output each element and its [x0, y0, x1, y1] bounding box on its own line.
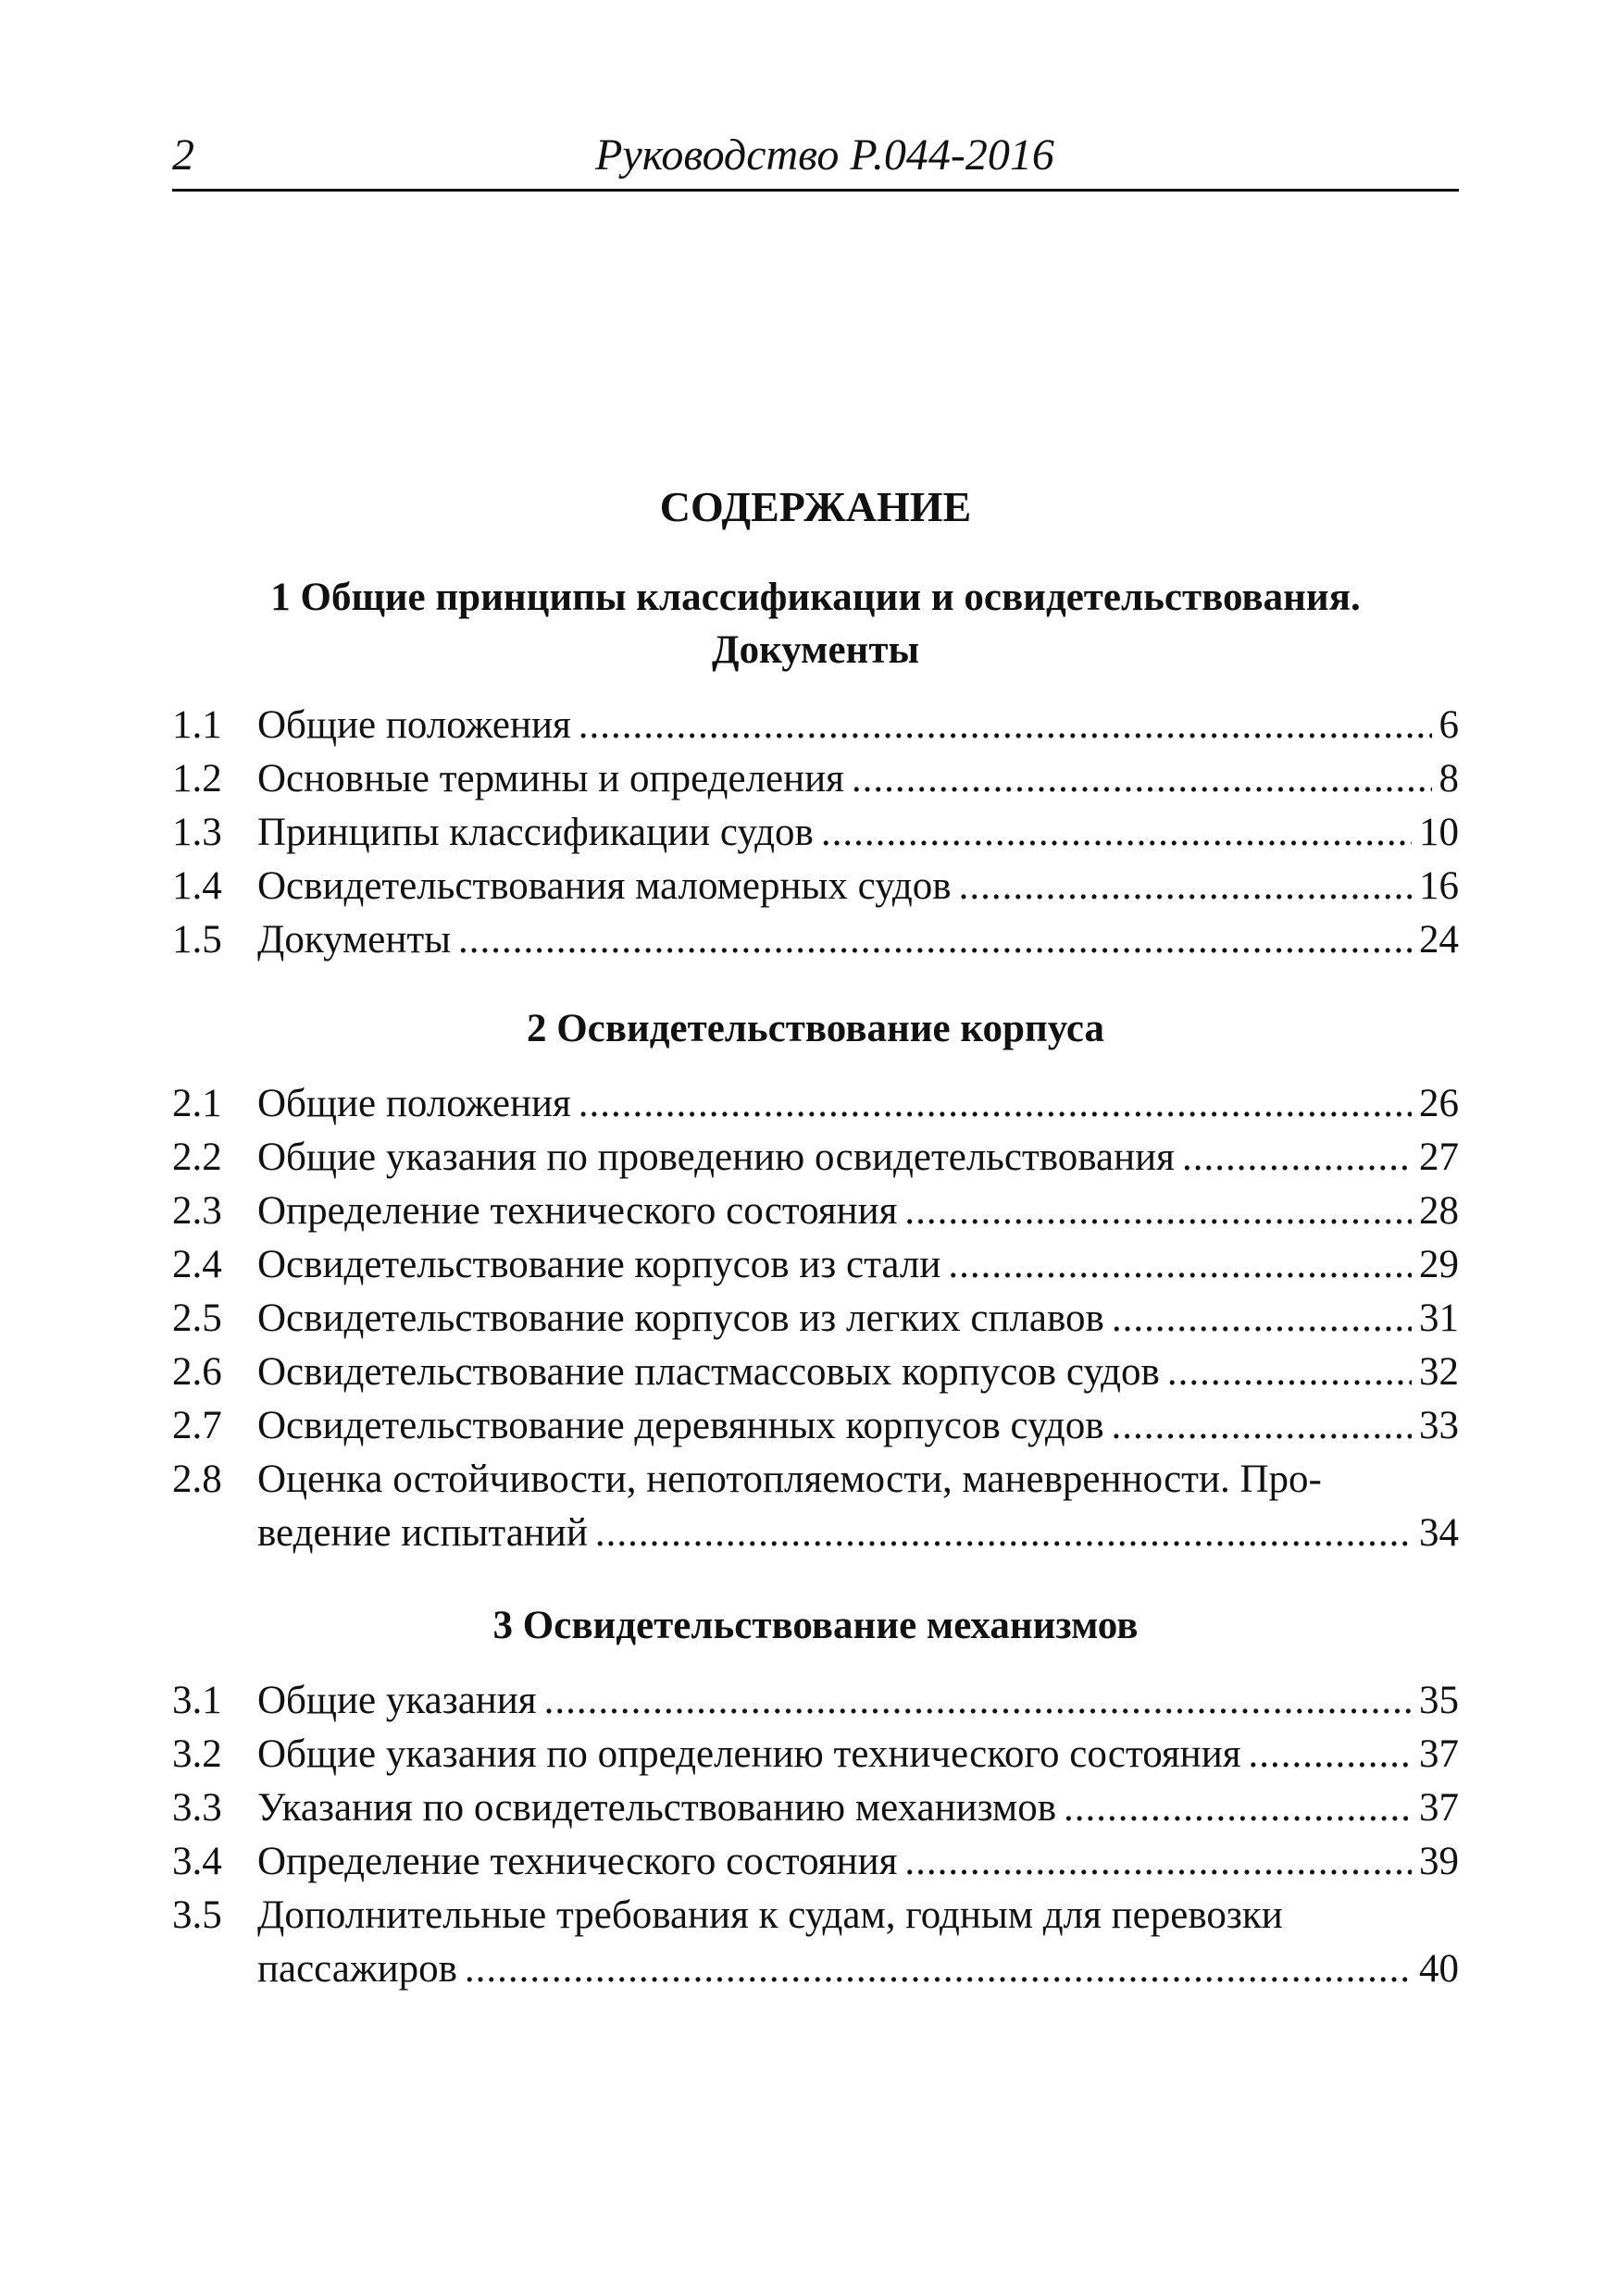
entry-page: 32	[1419, 1350, 1459, 1395]
entry-number: 2.5	[172, 1297, 222, 1341]
dot-leader	[465, 1942, 1412, 1996]
toc-entry-3-4[interactable]	[172, 1835, 1459, 1889]
dot-leader	[579, 699, 1432, 752]
dot-leader	[1249, 1728, 1413, 1781]
entry-text: Основные термины и определения	[257, 757, 844, 801]
dot-leader	[821, 806, 1412, 860]
dot-leader	[959, 860, 1412, 913]
toc-list	[172, 1077, 1459, 1560]
entry-text: Оценка остойчивости, непотопляемости, маневренности. Про-	[257, 1458, 1322, 1502]
entry-number: 2.1	[172, 1082, 222, 1126]
dot-leader	[458, 913, 1412, 967]
toc-entry-1-3[interactable]	[172, 806, 1459, 860]
entry-number: 3.5	[172, 1893, 222, 1938]
toc-title: СОДЕРЖАНИЕ	[659, 483, 972, 530]
entry-number: 1.5	[172, 918, 222, 962]
dot-leader	[1167, 1346, 1412, 1399]
toc-entry-1-1[interactable]	[172, 699, 1459, 752]
entry-number: 2.4	[172, 1243, 222, 1287]
entry-text: Общие указания по определению технического состояния	[257, 1732, 1241, 1777]
entry-page: 24	[1419, 918, 1459, 962]
section-title: 3 Освидетельствование механизмов	[492, 1604, 1139, 1648]
toc-entry-2-8[interactable]	[172, 1453, 1459, 1560]
entry-page: 39	[1419, 1840, 1459, 1884]
dot-leader	[1112, 1399, 1412, 1453]
entry-text: Освидетельствование корпусов из легких сплавов	[257, 1297, 1104, 1341]
toc-list	[172, 1674, 1459, 1996]
toc-list	[172, 699, 1459, 967]
entry-number: 2.6	[172, 1350, 222, 1395]
dot-leader	[595, 1507, 1412, 1560]
toc-entry-1-2[interactable]	[172, 752, 1459, 806]
entry-number: 3.2	[172, 1732, 222, 1777]
entry-page: 27	[1419, 1136, 1459, 1180]
dot-leader	[1064, 1781, 1412, 1835]
entry-page: 16	[1419, 864, 1459, 909]
toc-entry-3-5[interactable]	[172, 1889, 1459, 1996]
entry-page: 37	[1419, 1786, 1459, 1831]
toc-entry-1-5[interactable]	[172, 913, 1459, 967]
dot-leader	[904, 1185, 1412, 1238]
entry-page: 28	[1419, 1189, 1459, 1234]
entry-page: 33	[1419, 1404, 1459, 1448]
entry-text: Общие положения	[257, 1082, 571, 1126]
dot-leader	[852, 752, 1432, 806]
entry-text: Общие указания по проведению освидетельствования	[257, 1136, 1175, 1180]
entry-text: Освидетельствования маломерных судов	[257, 864, 952, 909]
entry-number: 2.3	[172, 1189, 222, 1234]
dot-leader	[544, 1674, 1412, 1728]
toc-entry-1-4[interactable]	[172, 860, 1459, 913]
entry-number: 1.3	[172, 811, 222, 855]
entry-number: 2.8	[172, 1458, 222, 1502]
toc-entry-3-1[interactable]	[172, 1674, 1459, 1728]
entry-number: 2.7	[172, 1404, 222, 1448]
page-number: 2	[172, 130, 194, 180]
section-title-line: 1 Общие принципы классификации и освидетельствования.	[270, 576, 1361, 620]
entry-number: 1.4	[172, 864, 222, 909]
entry-text-continued: пассажиров	[257, 1947, 457, 1992]
entry-text: Определение технического состояния	[257, 1189, 898, 1234]
entry-page: 31	[1419, 1297, 1459, 1341]
toc-entry-3-3[interactable]	[172, 1781, 1459, 1835]
toc-entry-2-1[interactable]	[172, 1077, 1459, 1131]
entry-page: 8	[1438, 757, 1459, 801]
toc-section-1	[172, 571, 1459, 967]
entry-number: 3.1	[172, 1679, 222, 1723]
entry-text: Принципы классификации судов	[257, 811, 814, 855]
entry-text-continued: ведение испытаний	[257, 1511, 588, 1556]
toc-entry-2-4[interactable]	[172, 1238, 1459, 1292]
section-title	[172, 571, 1459, 676]
toc-section-3	[172, 1599, 1459, 1996]
entry-number: 2.2	[172, 1136, 222, 1180]
toc-entry-2-3[interactable]	[172, 1185, 1459, 1238]
entry-page: 37	[1419, 1732, 1459, 1777]
entry-page: 40	[1419, 1947, 1459, 1992]
running-header	[172, 130, 1459, 192]
entry-number: 1.2	[172, 757, 222, 801]
entry-page: 35	[1419, 1679, 1459, 1723]
entry-page: 10	[1419, 811, 1459, 855]
entry-text: Определение технического состояния	[257, 1840, 898, 1884]
entry-page: 34	[1419, 1511, 1459, 1556]
entry-text: Общие положения	[257, 703, 571, 748]
toc-entry-3-2[interactable]	[172, 1728, 1459, 1781]
entry-text: Освидетельствование пластмассовых корпусов судов	[257, 1350, 1160, 1395]
dot-leader	[1182, 1131, 1412, 1185]
entry-text: Документы	[257, 918, 452, 962]
entry-text: Общие указания	[257, 1679, 537, 1723]
toc-entry-2-7[interactable]	[172, 1399, 1459, 1453]
section-title-line: Документы	[711, 628, 920, 673]
dot-leader	[579, 1077, 1412, 1131]
document-title: Руководство Р.044-2016	[595, 130, 1054, 180]
table-of-contents	[172, 481, 1459, 1996]
toc-entry-2-5[interactable]	[172, 1292, 1459, 1346]
entry-number: 3.3	[172, 1786, 222, 1831]
entry-text: Освидетельствование корпусов из стали	[257, 1243, 941, 1287]
entry-number: 1.1	[172, 703, 222, 748]
dot-leader	[948, 1238, 1412, 1292]
toc-section-2	[172, 1002, 1459, 1560]
toc-entry-2-6[interactable]	[172, 1346, 1459, 1399]
entry-text: Дополнительные требования к судам, годным для перевозки	[257, 1893, 1283, 1938]
dot-leader	[904, 1835, 1412, 1889]
entry-number: 3.4	[172, 1840, 222, 1884]
toc-entry-2-2[interactable]	[172, 1131, 1459, 1185]
entry-text: Указания по освидетельствованию механизмов	[257, 1786, 1057, 1831]
section-title: 2 Освидетельствование корпуса	[526, 1007, 1105, 1051]
dot-leader	[1112, 1292, 1412, 1346]
entry-page: 6	[1438, 703, 1459, 748]
entry-text: Освидетельствование деревянных корпусов судов	[257, 1404, 1104, 1448]
entry-page: 26	[1419, 1082, 1459, 1126]
entry-page: 29	[1419, 1243, 1459, 1287]
